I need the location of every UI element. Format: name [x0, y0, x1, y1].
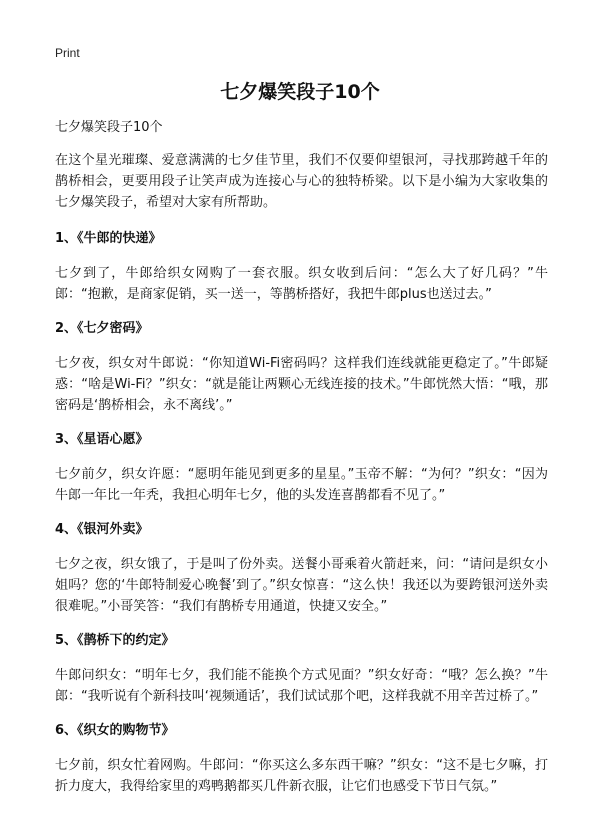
article-body	[55, 118, 548, 811]
intro-paragraph: 在这个星光璀璨、爱意满满的七夕佳节里，我们不仅要仰望银河，寻找那跨越千年的鹊桥相会，更要用段子让笑声成为连接心与心的独特桥梁。以下是小编为大家收集的七夕爆笑段子，希望对大家有所帮助。	[55, 153, 548, 210]
section-text-2: 七夕夜，织女对牛郎说：“你知道Wi-Fi密码吗？这样我们连线就能更稳定了。”牛郎疑惑：“啥是Wi-Fi？”织女：“就是能让两颗心无线连接的技术。”牛郎恍然大悟：“哦，那密码是‘鹊桥相会，永不离线’。”	[55, 356, 548, 413]
section-text-5: 牛郎问织女：“明年七夕，我们能不能换个方式见面？”织女好奇：“哦？怎么换？”牛郎：“我听说有个新科技叫‘视频通话’，我们试试那个吧，这样我就不用辛苦过桥了。”	[55, 668, 548, 704]
section-heading-2: 2、《七夕密码》	[55, 321, 149, 336]
document-title: 七夕爆笑段子10个	[220, 81, 380, 103]
section-heading-3: 3、《星语心愿》	[55, 432, 149, 447]
section-text-4: 七夕之夜，织女饿了，于是叫了份外卖。送餐小哥乘着火箭赶来，问：“请问是织女小姐吗？您的‘牛郎特制爱心晚餐’到了。”织女惊喜：“这么快！我还以为要跨银河送外卖很难呢。”小哥笑答：“我们有鹊桥专用通道，快捷又安全。”	[55, 557, 548, 614]
section-heading-4: 4、《银河外卖》	[55, 522, 149, 537]
subtitle: 七夕爆笑段子10个	[55, 120, 163, 135]
section-text-3: 七夕前夕，织女许愿：“愿明年能见到更多的星星。”玉帝不解：“为何？”织女：“因为牛郎一年比一年秃，我担心明年七夕，他的头发连喜鹊都看不见了。”	[55, 467, 548, 503]
section-heading-6: 6、《织女的购物节》	[55, 723, 175, 738]
section-heading-1: 1、《牛郎的快递》	[55, 231, 162, 246]
section-heading-5: 5、《鹊桥下的约定》	[55, 633, 175, 648]
print-link[interactable]: Print	[55, 46, 80, 60]
section-text-1: 七夕到了，牛郎给织女网购了一套衣服。织女收到后问：“怎么大了好几码？”牛郎：“抱歉，是商家促销，买一送一，等鹊桥搭好，我把牛郎plus也送过去。”	[55, 266, 548, 302]
section-text-6: 七夕前，织女忙着网购。牛郎问：“你买这么多东西干嘛？”织女：“这不是七夕嘛，打折力度大，我得给家里的鸡鸭鹅都买几件新衣服，让它们也感受下节日气氛。”	[55, 758, 548, 794]
